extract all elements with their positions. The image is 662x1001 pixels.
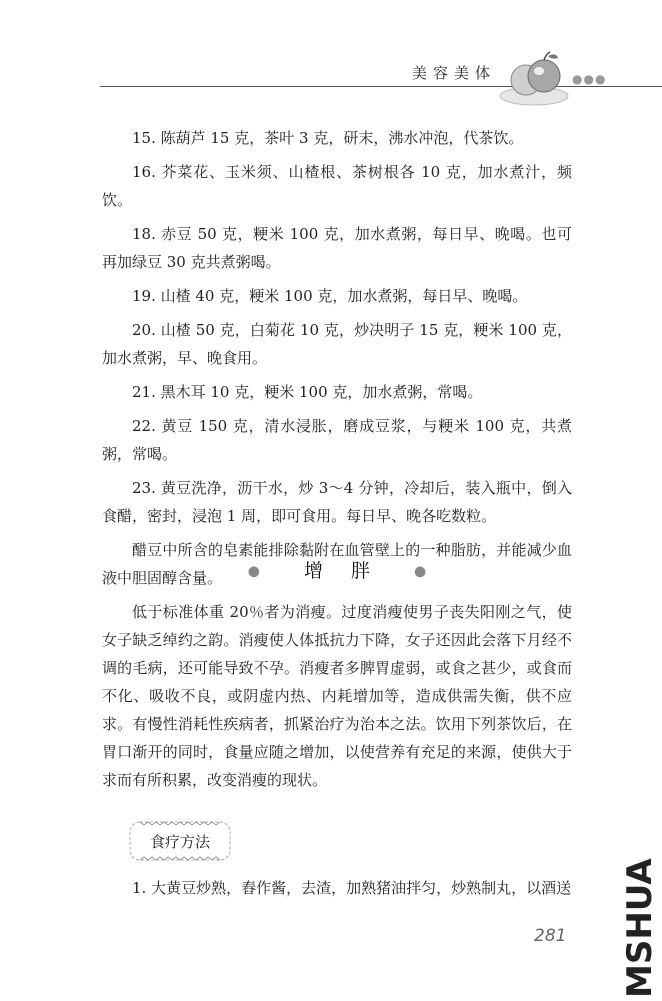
method-badge-label: 食疗方法 [149,833,210,851]
section-body [102,598,572,794]
recipe-item: 20. 山楂 50 克，白菊花 10 克，炒决明子 15 克，粳米 100 克，加水煮粥，早、晚食用。 [102,321,572,367]
recipe-item: 23. 黄豆洗净，沥干水，炒 3～4 分钟，冷却后，装入瓶中，倒入食醋，密封，浸泡 1 周，即可食用。每日早、晚各吃数粒。 [102,479,572,525]
recipe-item: 1. 大黄豆炒熟，舂作酱，去渣，加熟猪油拌匀，炒熟制丸，以酒送 [132,879,572,897]
running-header-title: 美容美体 [412,64,497,82]
recipe-item: 16. 芥菜花、玉米须、山楂根、茶树根各 10 克，加水煮汁，频饮。 [102,163,572,209]
method-badge [126,818,234,864]
apple-plate-icon [498,50,570,106]
section-paragraph: 低于标准体重 20％者为消瘦。过度消瘦使男子丧失阳刚之气，使女子缺乏绰约之韵。消瘦使人体抵抗力下降，女子还因此会落下月经不调的毛病，还可能导致不孕。消瘦者多脾胃虚弱，或食之甚少，或食而不化、吸收不良，或阴虚内热、内耗增加等，造成供需失衡，供不应求。有慢性消耗性疾病者，抓紧治疗为治本之法。饮用下列茶饮后，在胃口渐开的同时，食量应随之增加，以使营养有充足的来源，使供大于求而有所积累，改变消瘦的现状。 [102,603,572,789]
recipe-item: 21. 黑木耳 10 克，粳米 100 克，加水煮粥，常喝。 [132,383,483,401]
header-dots: ●●● [572,72,607,86]
section-heading [102,556,572,583]
recipe-item: 15. 陈葫芦 15 克，茶叶 3 克，研末，沸水冲泡，代茶饮。 [132,129,524,147]
page-number: 281 [534,926,567,946]
recipe-item: 19. 山楂 40 克，粳米 100 克，加水煮粥，每日早、晚喝。 [132,287,528,305]
section-title: 增胖 [303,560,398,582]
recipe-item: 22. 黄豆 150 克，清水浸胀，磨成豆浆，与粳米 100 克，共煮粥，常喝。 [102,417,572,463]
bullet-icon: ● [247,563,260,580]
recipe-list-top [102,124,572,592]
recipe-note: 醋豆中所含的皂素能排除黏附在血管壁上的一种脂肪，并能减少血液中胆固醇含量。 [102,541,572,587]
watermark-text: MSHUA [620,858,660,998]
recipe-list-bottom [102,874,572,902]
header-rule [100,86,662,87]
page-header [0,0,662,110]
recipe-item: 18. 赤豆 50 克，粳米 100 克，加水煮粥，每日早、晚喝。也可再加绿豆 30 克共煮粥喝。 [102,225,572,271]
watermark [618,858,662,1001]
bullet-icon: ● [414,563,427,580]
